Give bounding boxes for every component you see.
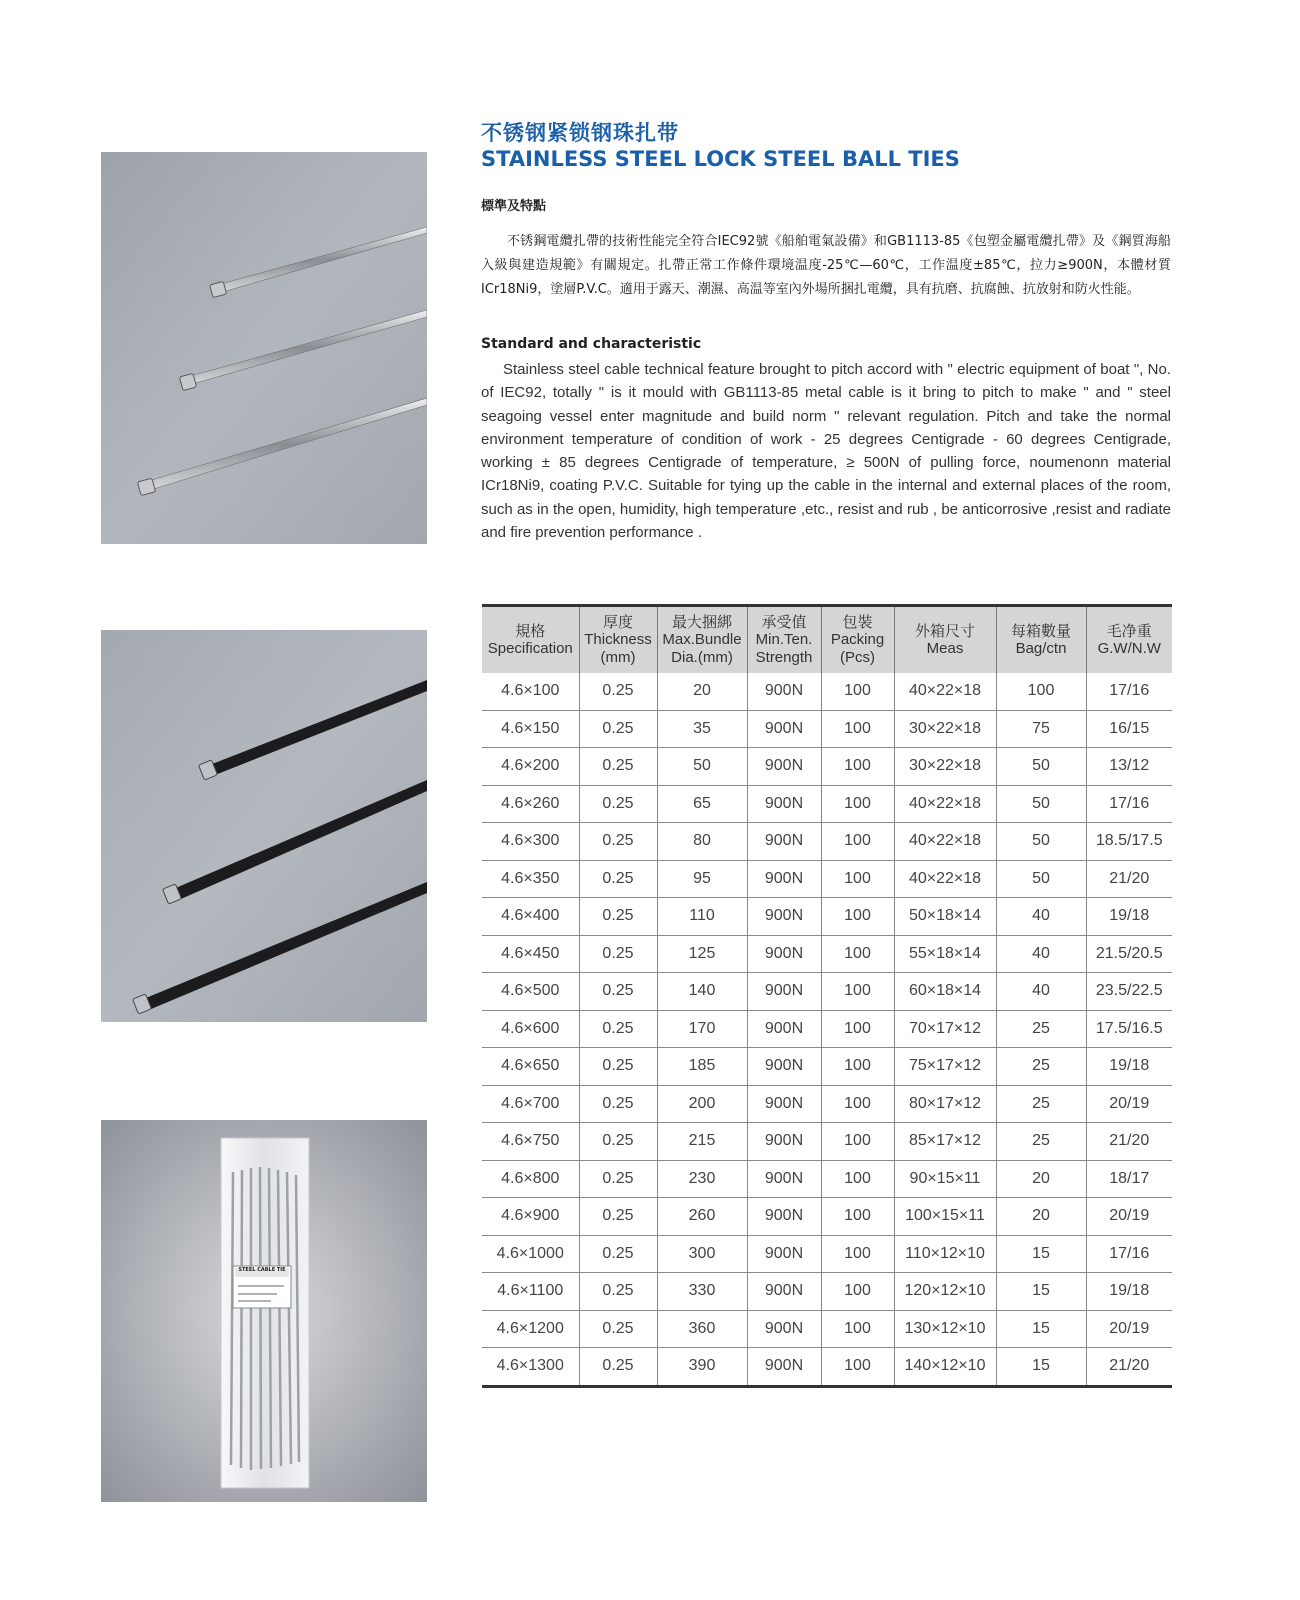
stainless-ties-photo (101, 152, 427, 544)
cell-specification: 4.6×650 (482, 1048, 579, 1086)
cell-max-bundle: 215 (657, 1123, 747, 1161)
cell-bag-ctn: 25 (996, 1010, 1086, 1048)
table-row (482, 860, 1172, 898)
header-specification: 規格 Specification (487, 622, 573, 657)
cell-specification: 4.6×800 (482, 1160, 579, 1198)
cell-meas: 120×12×10 (894, 1273, 996, 1311)
cell-min-tensile: 900N (747, 823, 821, 861)
cell-weight: 19/18 (1086, 1273, 1172, 1311)
cell-packing: 100 (821, 710, 894, 748)
cell-packing: 100 (821, 1198, 894, 1236)
coated-ties-photo (101, 630, 427, 1022)
cell-specification: 4.6×1000 (482, 1235, 579, 1273)
cell-bag-ctn: 15 (996, 1235, 1086, 1273)
cell-weight: 19/18 (1086, 1048, 1172, 1086)
cell-weight: 20/19 (1086, 1310, 1172, 1348)
cell-meas: 30×22×18 (894, 710, 996, 748)
cell-min-tensile: 900N (747, 1273, 821, 1311)
cell-meas: 85×17×12 (894, 1123, 996, 1161)
cell-specification: 4.6×450 (482, 935, 579, 973)
cell-weight: 17/16 (1086, 1235, 1172, 1273)
cell-max-bundle: 65 (657, 785, 747, 823)
cell-bag-ctn: 50 (996, 785, 1086, 823)
cell-min-tensile: 900N (747, 898, 821, 936)
cell-max-bundle: 330 (657, 1273, 747, 1311)
cell-thickness: 0.25 (579, 823, 657, 861)
cell-bag-ctn: 75 (996, 710, 1086, 748)
cell-meas: 90×15×11 (894, 1160, 996, 1198)
cell-specification: 4.6×400 (482, 898, 579, 936)
cell-thickness: 0.25 (579, 1085, 657, 1123)
cell-weight: 20/19 (1086, 1198, 1172, 1236)
cell-packing: 100 (821, 748, 894, 786)
cell-specification: 4.6×600 (482, 1010, 579, 1048)
cell-meas: 50×18×14 (894, 898, 996, 936)
cell-meas: 100×15×11 (894, 1198, 996, 1236)
cell-bag-ctn: 25 (996, 1123, 1086, 1161)
header-thickness: 厚度 Thickness (mm) (579, 606, 657, 674)
cell-packing: 100 (821, 1123, 894, 1161)
cell-weight: 19/18 (1086, 898, 1172, 936)
header-bag-ctn: 每箱數量 Bag/ctn (996, 606, 1086, 674)
cell-thickness: 0.25 (579, 1048, 657, 1086)
title-english: STAINLESS STEEL LOCK STEEL BALL TIES (481, 147, 960, 171)
specification-table (482, 604, 1172, 1388)
cell-meas: 40×22×18 (894, 860, 996, 898)
cell-meas: 40×22×18 (894, 785, 996, 823)
cell-specification: 4.6×700 (482, 1085, 579, 1123)
cell-weight: 13/12 (1086, 748, 1172, 786)
cell-specification: 4.6×1200 (482, 1310, 579, 1348)
table-row (482, 823, 1172, 861)
table-row (482, 710, 1172, 748)
table-row (482, 785, 1172, 823)
cell-specification: 4.6×260 (482, 785, 579, 823)
cell-specification: 4.6×500 (482, 973, 579, 1011)
cell-bag-ctn: 40 (996, 898, 1086, 936)
cell-min-tensile: 900N (747, 1160, 821, 1198)
header-weight: 毛净重 G.W/N.W (1086, 606, 1172, 674)
cell-meas: 60×18×14 (894, 973, 996, 1011)
cell-weight: 23.5/22.5 (1086, 973, 1172, 1011)
cell-bag-ctn: 15 (996, 1310, 1086, 1348)
cell-bag-ctn: 40 (996, 973, 1086, 1011)
table-row (482, 748, 1172, 786)
cell-packing: 100 (821, 823, 894, 861)
table-row (482, 935, 1172, 973)
cell-meas: 40×22×18 (894, 673, 996, 710)
table-header-row (482, 606, 1172, 674)
cell-max-bundle: 125 (657, 935, 747, 973)
cell-min-tensile: 900N (747, 1235, 821, 1273)
cell-max-bundle: 80 (657, 823, 747, 861)
cell-max-bundle: 170 (657, 1010, 747, 1048)
table-row (482, 673, 1172, 710)
table-row (482, 1310, 1172, 1348)
cell-bag-ctn: 50 (996, 748, 1086, 786)
package-label: STEEL CABLE TIE (238, 1267, 286, 1273)
cell-bag-ctn: 15 (996, 1348, 1086, 1387)
cell-min-tensile: 900N (747, 1198, 821, 1236)
cell-meas: 40×22×18 (894, 823, 996, 861)
cell-packing: 100 (821, 1048, 894, 1086)
cell-min-tensile: 900N (747, 935, 821, 973)
table-row (482, 1198, 1172, 1236)
cell-meas: 30×22×18 (894, 748, 996, 786)
table-row (482, 1010, 1172, 1048)
cell-meas: 75×17×12 (894, 1048, 996, 1086)
cell-weight: 21/20 (1086, 1123, 1172, 1161)
cell-max-bundle: 390 (657, 1348, 747, 1387)
cell-bag-ctn: 40 (996, 935, 1086, 973)
cell-thickness: 0.25 (579, 1123, 657, 1161)
cell-specification: 4.6×1100 (482, 1273, 579, 1311)
cell-bag-ctn: 25 (996, 1085, 1086, 1123)
cell-specification: 4.6×900 (482, 1198, 579, 1236)
cell-packing: 100 (821, 1235, 894, 1273)
cell-min-tensile: 900N (747, 1048, 821, 1086)
cell-packing: 100 (821, 1160, 894, 1198)
cell-max-bundle: 50 (657, 748, 747, 786)
table-row (482, 1048, 1172, 1086)
cell-packing: 100 (821, 1273, 894, 1311)
cell-weight: 21/20 (1086, 860, 1172, 898)
cell-bag-ctn: 20 (996, 1160, 1086, 1198)
cell-specification: 4.6×200 (482, 748, 579, 786)
cell-min-tensile: 900N (747, 748, 821, 786)
cell-weight: 17.5/16.5 (1086, 1010, 1172, 1048)
cell-bag-ctn: 25 (996, 1048, 1086, 1086)
cell-thickness: 0.25 (579, 898, 657, 936)
cell-packing: 100 (821, 1010, 894, 1048)
cell-min-tensile: 900N (747, 1348, 821, 1387)
cell-thickness: 0.25 (579, 673, 657, 710)
standard-heading-english: Standard and characteristic (481, 336, 702, 352)
packaged-ties-photo (101, 1120, 427, 1502)
cell-specification: 4.6×300 (482, 823, 579, 861)
cell-thickness: 0.25 (579, 1310, 657, 1348)
cell-specification: 4.6×100 (482, 673, 579, 710)
cell-thickness: 0.25 (579, 1198, 657, 1236)
header-packing: 包裝 Packing (Pcs) (821, 606, 894, 674)
cell-packing: 100 (821, 860, 894, 898)
cell-thickness: 0.25 (579, 860, 657, 898)
cell-thickness: 0.25 (579, 785, 657, 823)
table-row (482, 1348, 1172, 1387)
table-body (482, 673, 1172, 1386)
cell-max-bundle: 300 (657, 1235, 747, 1273)
cell-thickness: 0.25 (579, 1160, 657, 1198)
cell-min-tensile: 900N (747, 673, 821, 710)
standard-paragraph-english: Stainless steel cable technical feature brought to pitch accord with " electric equipment of boat ", No. of IEC92, totally " is it mould with GB1113-85 metal cable is it bring to pitch to make " and " steel seagoing vessel enter magnitude and build norm " relevant regulation. Pitch and take the normal environment temperature of condition of work - 25 degrees Centigrade - 60 degrees Centigrade, working ± 85 degrees Centigrade of temperature, ≥ 500N of pulling force, noumenonn material ICr18Ni9, coating P.V.C. Suitable for tying up the cable in the internal and external places of the room, such as in the open, humidity, high temperature ,etc., resist and rub , be anticorrosive ,resist and radiate and fire prevention performance . (481, 361, 1171, 542)
header-min-tensile: 承受值 Min.Ten. Strength (747, 606, 821, 674)
cell-min-tensile: 900N (747, 860, 821, 898)
table-row (482, 1123, 1172, 1161)
cell-packing: 100 (821, 1310, 894, 1348)
cell-max-bundle: 110 (657, 898, 747, 936)
table-row (482, 898, 1172, 936)
standard-paragraph-chinese: 不锈鋼電纜扎帶的技術性能完全符合IEC92號《船舶電氣設備》和GB1113-85《包塑金屬電纜扎帶》及《鋼質海船入級與建造規範》有關規定。扎帶正常工作條件環境温度-25℃—60℃，工作温度±85℃，拉力≥900N，本體材質ICr18Ni9，塗層P.V.C。適用于露天、潮濕、高温等室內外場所捆扎電纜，具有抗磨、抗腐蝕、抗放射和防火性能。 (481, 234, 1171, 297)
cell-bag-ctn: 20 (996, 1198, 1086, 1236)
standard-heading-chinese: 標準及特點 (481, 199, 547, 214)
cell-thickness: 0.25 (579, 710, 657, 748)
cell-packing: 100 (821, 973, 894, 1011)
cell-bag-ctn: 15 (996, 1273, 1086, 1311)
cell-thickness: 0.25 (579, 1235, 657, 1273)
cell-packing: 100 (821, 785, 894, 823)
cell-thickness: 0.25 (579, 935, 657, 973)
cell-weight: 16/15 (1086, 710, 1172, 748)
cell-max-bundle: 360 (657, 1310, 747, 1348)
cell-max-bundle: 200 (657, 1085, 747, 1123)
cell-thickness: 0.25 (579, 1273, 657, 1311)
table-row (482, 1273, 1172, 1311)
cell-packing: 100 (821, 935, 894, 973)
cell-max-bundle: 230 (657, 1160, 747, 1198)
cell-min-tensile: 900N (747, 785, 821, 823)
cell-meas: 130×12×10 (894, 1310, 996, 1348)
cell-weight: 18.5/17.5 (1086, 823, 1172, 861)
table-row (482, 1085, 1172, 1123)
table-row (482, 1235, 1172, 1273)
cell-meas: 140×12×10 (894, 1348, 996, 1387)
cell-weight: 21/20 (1086, 1348, 1172, 1387)
cell-specification: 4.6×750 (482, 1123, 579, 1161)
cell-max-bundle: 20 (657, 673, 747, 710)
cell-min-tensile: 900N (747, 1310, 821, 1348)
cell-packing: 100 (821, 1085, 894, 1123)
cell-max-bundle: 95 (657, 860, 747, 898)
cell-min-tensile: 900N (747, 973, 821, 1011)
cell-max-bundle: 140 (657, 973, 747, 1011)
cell-packing: 100 (821, 898, 894, 936)
cell-weight: 18/17 (1086, 1160, 1172, 1198)
cell-specification: 4.6×150 (482, 710, 579, 748)
cell-max-bundle: 260 (657, 1198, 747, 1236)
cell-bag-ctn: 50 (996, 860, 1086, 898)
cell-min-tensile: 900N (747, 1010, 821, 1048)
cell-min-tensile: 900N (747, 1085, 821, 1123)
cell-packing: 100 (821, 673, 894, 710)
cell-thickness: 0.25 (579, 1010, 657, 1048)
header-max-bundle: 最大捆綁 Max.Bundle Dia.(mm) (657, 606, 747, 674)
cell-max-bundle: 185 (657, 1048, 747, 1086)
cell-meas: 80×17×12 (894, 1085, 996, 1123)
cell-bag-ctn: 50 (996, 823, 1086, 861)
cell-weight: 21.5/20.5 (1086, 935, 1172, 973)
cell-max-bundle: 35 (657, 710, 747, 748)
cell-packing: 100 (821, 1348, 894, 1387)
cell-min-tensile: 900N (747, 1123, 821, 1161)
cell-weight: 17/16 (1086, 785, 1172, 823)
cell-meas: 55×18×14 (894, 935, 996, 973)
cell-thickness: 0.25 (579, 973, 657, 1011)
cell-thickness: 0.25 (579, 748, 657, 786)
header-meas: 外箱尺寸 Meas (894, 606, 996, 674)
table-row (482, 1160, 1172, 1198)
cell-min-tensile: 900N (747, 710, 821, 748)
cell-thickness: 0.25 (579, 1348, 657, 1387)
table-row (482, 973, 1172, 1011)
cell-meas: 70×17×12 (894, 1010, 996, 1048)
cell-weight: 17/16 (1086, 673, 1172, 710)
cell-bag-ctn: 100 (996, 673, 1086, 710)
title-chinese: 不锈钢紧锁钢珠扎带 (481, 121, 679, 145)
cell-meas: 110×12×10 (894, 1235, 996, 1273)
cell-weight: 20/19 (1086, 1085, 1172, 1123)
cell-specification: 4.6×1300 (482, 1348, 579, 1387)
cell-specification: 4.6×350 (482, 860, 579, 898)
